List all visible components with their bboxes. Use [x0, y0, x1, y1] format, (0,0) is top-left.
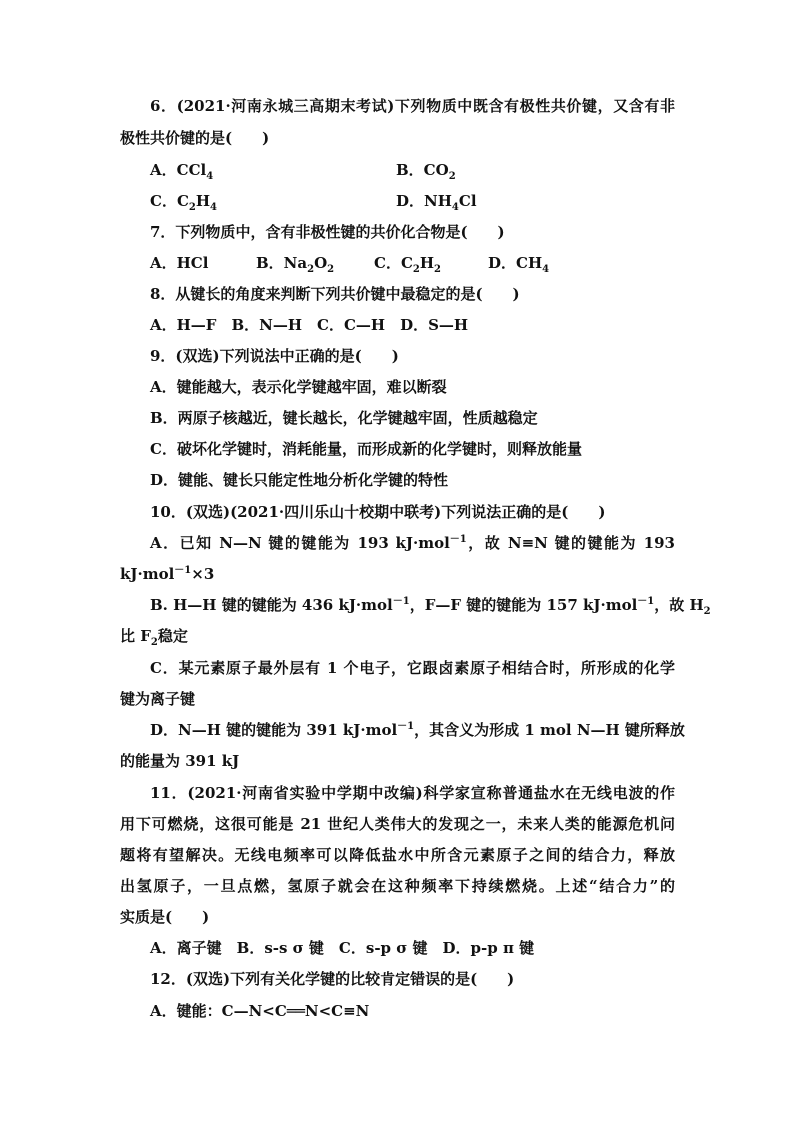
- q9-option-d: D．键能、键长只能定性地分析化学键的特性: [150, 471, 449, 489]
- q11-stem-line3: 题将有望解决。无线电频率可以降低盐水中所含元素原子之间的结合力，释放: [120, 846, 675, 864]
- q11-stem-line4: 出氢原子，一旦点燃，氢原子就会在这种频率下持续燃烧。上述“结合力”的: [120, 877, 675, 895]
- q9-option-a: A．键能越大，表示化学键越牢固，难以断裂: [150, 378, 447, 396]
- q11-options: A．离子键 B．s-s σ 键 C．s-p σ 键 D．p-p π 键: [150, 939, 535, 957]
- q6-option-d: D．$NH_4Cl$: [396, 192, 477, 213]
- q7-option-c: C．$C_2H_2$: [374, 254, 442, 275]
- q8-stem: 8．从键长的角度来判断下列共价键中最稳定的是( ): [150, 285, 520, 303]
- q10-option-d-line1: D．N—H 键的键能为 391 kJ·mol$^{-1}$，其含义为形成 1 mol N—H 键所释放: [150, 721, 685, 739]
- q7-option-a: A．HCl: [150, 254, 209, 272]
- q6-option-a: A．CCl$_4$: [150, 161, 214, 182]
- q8-options: A．H—F B．N—H C．C—H D．S—H: [150, 316, 469, 334]
- q10-stem: 10．(双选)(2021·四川乐山十校期中联考)下列说法正确的是( ): [150, 503, 606, 521]
- q11-stem-line2: 用下可燃烧，这很可能是 21 世纪人类伟大的发现之一，未来人类的能源危机问: [120, 815, 675, 833]
- q9-stem: 9．(双选)下列说法中正确的是( ): [150, 347, 399, 365]
- q6-stem-line1: 6．(2021·河南永城三高期末考试)下列物质中既含有极性共价键，又含有非: [150, 97, 675, 115]
- q11-stem-line1: 11．(2021·河南省实验中学期中改编)科学家宣称普通盐水在无线电波的作: [150, 784, 675, 802]
- q7-option-d: D．$CH_4$: [488, 254, 550, 275]
- q12-stem: 12．(双选)下列有关化学键的比较肯定错误的是( ): [150, 970, 515, 988]
- q9-option-c: C．破坏化学键时，消耗能量，而形成新的化学键时，则释放能量: [150, 440, 582, 458]
- q12-option-a: A．键能：C—N<C══N<C≡N: [150, 1002, 370, 1020]
- q10-option-d-line2: 的能量为 391 kJ: [120, 752, 240, 770]
- q10-option-a-line2: kJ·mol$^{-1}$×3: [120, 565, 215, 583]
- q9-option-b: B．两原子核越近，键长越长，化学键越牢固，性质越稳定: [150, 409, 538, 427]
- q7-option-b: B．$Na_2O_2$: [256, 254, 335, 275]
- q10-option-a-line1: A．已知 N—N 键的键能为 193 kJ·mol$^{-1}$，故 N≡N 键的键能为 193: [150, 534, 675, 552]
- q7-stem: 7．下列物质中，含有非极性键的共价化合物是( ): [150, 223, 505, 241]
- q6-option-c: C．$C_2H_4$: [150, 192, 218, 213]
- q11-stem-line5: 实质是( ): [120, 908, 210, 926]
- q6-stem-line2: 极性共价键的是( ): [120, 129, 270, 147]
- q10-option-c-line2: 键为离子键: [120, 690, 196, 708]
- q10-option-b-line1: B. H—H 键的键能为 436 kJ·mol$^{-1}$，F—F 键的键能为 157 kJ·mol$^{-1}$，故 $H_2$: [150, 596, 711, 617]
- q10-option-c-line1: C．某元素原子最外层有 1 个电子，它跟卤素原子相结合时，所形成的化学: [150, 659, 675, 677]
- q10-option-b-line2: 比 $F_2$稳定: [120, 627, 188, 648]
- q6-option-b: B．$CO_2$: [396, 161, 456, 182]
